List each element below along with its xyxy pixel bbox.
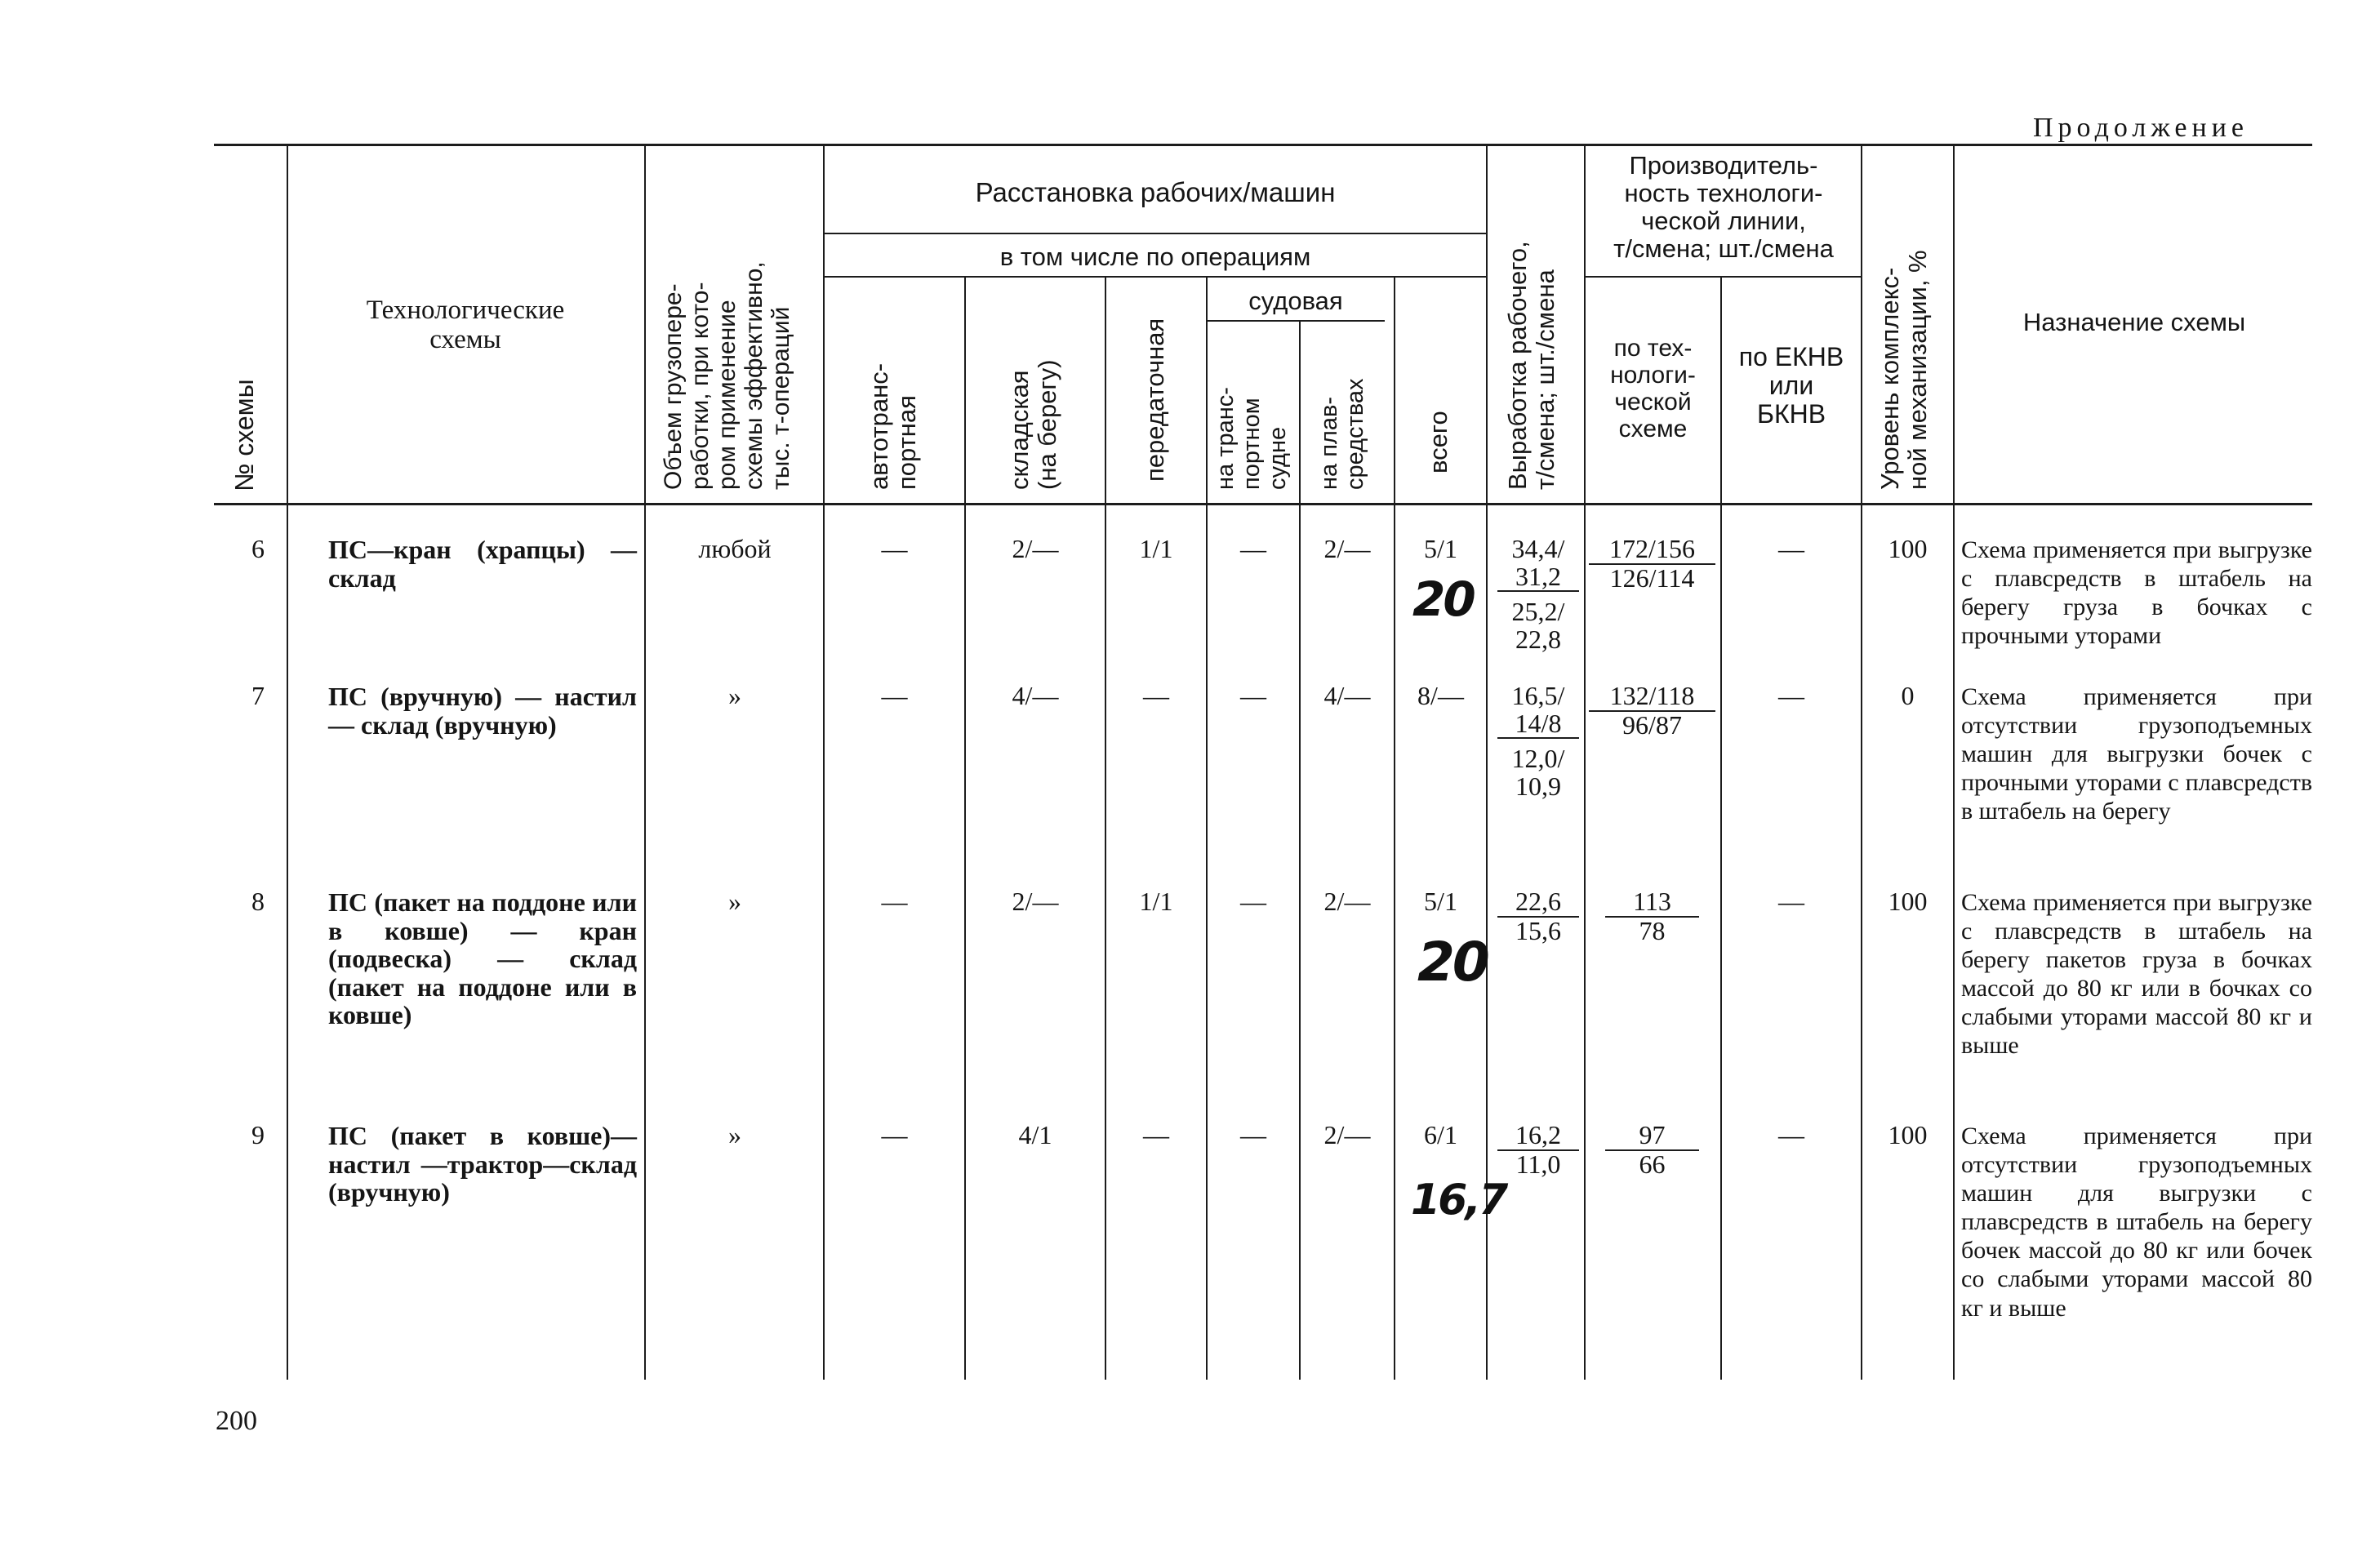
row-7-total: 8/— (1417, 681, 1464, 710)
header-on-floating: на плав- средствах (1316, 378, 1368, 490)
row-7-volume: » (728, 681, 741, 710)
row-7-productivity: $\frac{132/118}{96/87}$ (1589, 682, 1715, 739)
col-rule-7 (1299, 320, 1301, 1380)
row-9-warehouse: 4/1 (1018, 1120, 1052, 1149)
row-7-number: 7 (251, 681, 265, 710)
row-7-on-floating: 4/— (1323, 681, 1371, 710)
row-6-transfer: 1/1 (1139, 534, 1173, 563)
header-ship: судовая (1248, 287, 1343, 315)
row-9-auto: — (881, 1120, 908, 1149)
header-mechanization-level: Уровень комплекс- ной механизации, % (1875, 250, 1933, 490)
row-9-productivity: $\frac{97}{66}$ (1605, 1122, 1699, 1178)
row-8-purpose: Схема применяется при выгрузке с плавсредств в штабель на берегу пакетов груза в бочках массой до 80 кг или в бочках со слабыми уторами массой 80 кг и выше (1961, 889, 2312, 1060)
header-volume: Объем грузопере- работки, при кото- ром применение схемы эффективно, тыс. т-операций (660, 261, 794, 490)
col-rule-3 (823, 145, 825, 1380)
row-9-handwritten-note: 16,7 (1411, 1176, 1506, 1225)
row-7-on-transport: — (1240, 681, 1266, 710)
row-9-mech-level: 100 (1888, 1120, 1928, 1149)
row-8-on-floating: 2/— (1323, 887, 1371, 916)
header-productivity: Производитель- ность технологи- ческой линии, т/смена; шт./смена (1613, 151, 1834, 264)
header-total: всего (1424, 411, 1452, 473)
row-9-output: $\frac{16,2}{11,0}$ (1497, 1122, 1579, 1178)
col-rule-12 (1861, 145, 1862, 1380)
row-6-ekhv: — (1778, 534, 1804, 563)
col-rule-1 (287, 145, 288, 1380)
header-transfer: передаточная (1141, 318, 1169, 482)
row-8-handwritten-note: 20 (1417, 931, 1488, 994)
header-by-tech-scheme: по тех- нологи- ческой схеме (1610, 335, 1696, 442)
row-6-auto: — (881, 534, 908, 563)
row-8-total: 5/1 (1424, 887, 1457, 916)
row-7-auto: — (881, 681, 908, 710)
row-6-productivity: $\frac{172/156}{126/114}$ (1589, 536, 1715, 592)
header-placement: Расстановка рабочих/машин (975, 177, 1336, 207)
col-rule-10 (1584, 145, 1586, 1380)
row-6-mech-level: 100 (1888, 534, 1928, 563)
row-8-mech-level: 100 (1888, 887, 1928, 916)
row-8-ekhv: — (1778, 887, 1804, 916)
col-rule-5 (1105, 276, 1106, 1380)
row-8-on-transport: — (1240, 887, 1266, 916)
table-top-rule (214, 144, 2312, 146)
row-7-warehouse: 4/— (1012, 681, 1059, 710)
row-6-volume: любой (698, 534, 772, 563)
col-rule-2 (644, 145, 646, 1380)
row-9-on-transport: — (1240, 1120, 1266, 1149)
row-7-scheme: ПС (вручную) — настил — склад (вручную) (328, 682, 637, 740)
header-by-ekhv: по ЕКНВ или БКНВ (1738, 342, 1844, 429)
header-auto: автотранс- портная (865, 362, 922, 490)
continuation-label: Продолжение (2033, 113, 2249, 143)
productivity-underline (1586, 276, 1862, 278)
col-rule-6 (1206, 276, 1208, 1380)
row-6-purpose: Схема применяется при выгрузке с плавсредств в штабель на берегу груза в бочках с прочными уторами (1961, 536, 2312, 650)
row-8-warehouse: 2/— (1012, 887, 1059, 916)
row-6-on-floating: 2/— (1323, 534, 1371, 563)
row-7-ekhv: — (1778, 681, 1804, 710)
row-8-transfer: 1/1 (1139, 887, 1173, 916)
row-9-total: 6/1 (1424, 1120, 1457, 1149)
header-technological-schemes: Технологические схемы (366, 296, 565, 355)
row-9-transfer: — (1143, 1120, 1169, 1149)
row-6-on-transport: — (1240, 534, 1266, 563)
ship-underline (1207, 320, 1385, 322)
row-9-purpose: Схема применяется при отсутствии грузоподъемных машин для выгрузки с плавсредств в штабель на берегу бочек массой до 80 кг или бочек со слабыми уторами массой 80 кг и выше (1961, 1123, 2312, 1322)
header-purpose: Назначение схемы (2022, 308, 2246, 336)
row-9-on-floating: 2/— (1323, 1120, 1371, 1149)
placement-underline (825, 233, 1486, 234)
header-warehouse: складская (на берегу) (1005, 359, 1062, 490)
col-rule-8 (1394, 276, 1395, 1380)
header-on-transport-vessel: на транс- портном судне (1212, 387, 1291, 490)
row-6-warehouse: 2/— (1012, 534, 1059, 563)
row-6-number: 6 (251, 534, 265, 563)
row-9-number: 9 (251, 1120, 265, 1149)
header-scheme-number: № схемы (229, 379, 259, 491)
row-6-handwritten-note: 20 (1412, 571, 1474, 627)
row-8-number: 8 (251, 887, 265, 916)
incl-underline (825, 276, 1486, 278)
header-worker-output: Выработка рабочего, т/смена; шт./смена (1503, 241, 1560, 490)
row-8-volume: » (728, 887, 741, 916)
row-9-ekhv: — (1778, 1120, 1804, 1149)
header-bottom-rule (214, 503, 2312, 505)
row-8-auto: — (881, 887, 908, 916)
row-7-transfer: — (1143, 681, 1169, 710)
header-incl-operations: в том числе по операциям (999, 242, 1311, 271)
row-8-scheme: ПС (пакет на поддоне или в ковше) — кран (подвеска) — склад (пакет на поддоне или в ковше) (328, 887, 637, 1030)
row-8-output: $\frac{22,6}{15,6}$ (1497, 888, 1579, 945)
row-9-scheme: ПС (пакет в ковше)— настил —трактор—склад (вручную) (328, 1121, 637, 1207)
row-7-mech-level: 0 (1901, 681, 1915, 710)
row-9-volume: » (728, 1120, 741, 1149)
row-7-output: 16,5/ 14/8 12,0/ 10,9 (1497, 682, 1579, 800)
page-number: 200 (216, 1406, 257, 1436)
row-6-total: 5/1 (1424, 534, 1457, 563)
col-rule-11 (1720, 276, 1722, 1380)
row-6-scheme: ПС—кран (храпцы) — склад (328, 535, 637, 593)
col-rule-4 (964, 276, 966, 1380)
row-8-productivity: $\frac{113}{78}$ (1605, 888, 1699, 945)
row-7-purpose: Схема применяется при отсутствии грузоподъемных машин для выгрузки бочек с прочными уторами с плавсредств в штабель на берегу (1961, 683, 2312, 825)
row-6-output: 34,4/ 31,2 25,2/ 22,8 (1497, 536, 1579, 653)
